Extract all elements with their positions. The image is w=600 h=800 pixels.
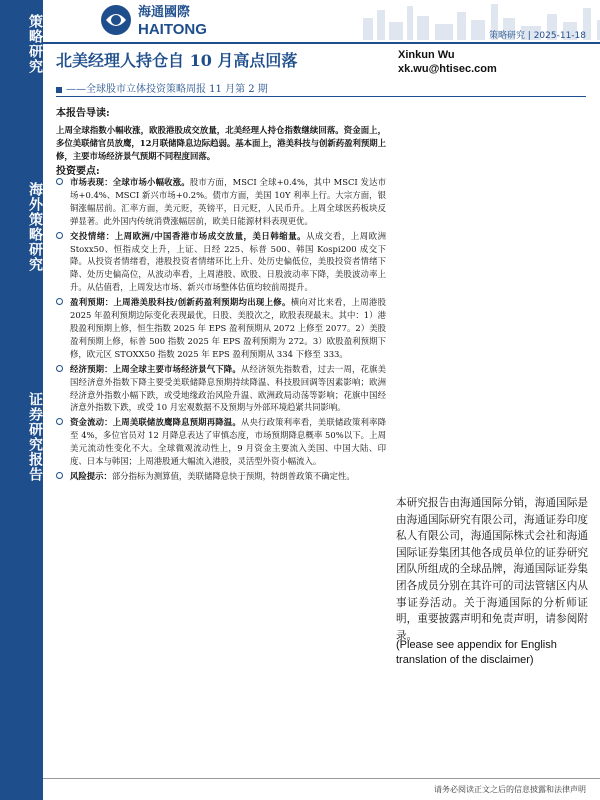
point-text: 从央行政策利率看，美联储政策利率降至 4%，多位官员对 12 月降息表达了审慎态度，市场预期降息概率 50%以下。上周美元流动性变化不大。全球微观流动性上，9 月资金主要流入美国、中国大陆、印度、日本与韩国；上周港股通大幅流入港股，灵活型外资小幅流入。: [70, 417, 387, 467]
disclaimer-en: (Please see appendix for English translation of the disclaimer): [396, 639, 557, 666]
header-rule: [43, 42, 600, 44]
header: [43, 0, 600, 42]
point-label: 交投情绪：上周欧洲/中国香港市场成交放量，美日韩缩量。: [70, 230, 307, 241]
sidebar-label-overseas: 海外策略研究: [27, 182, 43, 272]
guide-text: 上周全球指数小幅收涨，欧股港股成交放量，北美经理人持仓指数继续回落。资金面上，多位美联储官员放鹰，12月联储降息边际趋弱。基本面上，港美科技与创新药盈利预期上修，主要市场经济景气预期不同程度回落。: [56, 125, 386, 161]
author-email[interactable]: xk.wu@htisec.com: [398, 63, 497, 75]
point-text: 部分指标为测算值，美联储降息快于预期，特朗普政策不确定性。: [111, 470, 355, 481]
footer-note: 请务必阅读正文之后的信息披露和法律声明: [434, 785, 586, 794]
point-text: 从成交看，上周欧洲 Stoxx50、恒指成交上升，上证、日经 225、标普 500、韩国 Kospi200 成交下降。从投资者情绪看，港股投资者情绪环比上升、处历史偏低位，美股投资者情绪下降、处历史偏高位，从波动率看，上周港股、欧股、日股波动率下降，美股波动率上升。从估值看，上周发达市场、新兴市场整体估值均较前周提升。: [70, 230, 386, 293]
logo-cn: 海通國際: [138, 5, 191, 20]
bullet-icon: [56, 418, 63, 425]
report-meta: 策略研究 | 2025-11-18: [488, 31, 586, 41]
bullet-icon: [56, 298, 63, 305]
point-label: 风险提示：: [70, 470, 112, 481]
point-text: 从经济领先指数看，过去一周，花旗美国经济意外指数下降主要受美联储降息预期持续降温、科技股回调等因素影响；欧洲经济意外指数小幅下跌，或受地缘政治风险升温、欧洲政局动荡等影响；花旗中国经济意外指数下跌，或受 10 月宏观数据不及预期与外部环境趋紧共同影响。: [70, 363, 387, 413]
footer-rule: [43, 778, 600, 779]
list-item: [56, 363, 386, 415]
logo-en: HAITONG: [138, 21, 207, 38]
list-item: [56, 296, 386, 361]
disclaimer-cn: 本研究报告由海通国际分销，海通国际是由海通国际研究有限公司，海通证券印度私人有限公司，海通国际株式会社和海通国际证券集团其他各成员单位的证券研究团队所组成的全球品牌，海通国际证券集团各成员分别在其许可的司法管辖区内从事证券活动。关于海通国际的分析师证明，重要披露声明和免责声明，请参阅附录。: [396, 497, 588, 642]
report-subtitle: [56, 80, 268, 95]
haitong-logo: [98, 2, 278, 38]
bullet-icon: [56, 365, 63, 372]
point-text: 横向对比来看，上周港股 2025 年盈利预期边际变化表现最优，日股、美股次之，欧股表现最末。其中：1）港股盈利预期上修，恒生指数 2025 年 EPS 盈利预期从 2072 上修至 2077。2）美股盈利预期上修，标普 500 指数 2025 年 EPS 盈利预期为 272。3）欧股盈利预期下修，欧元区 STOXX50 指数 2025 年 EPS 盈利预期从 334 下修至 333。: [70, 297, 387, 359]
point-label: 经济预期：上周全球主要市场经济景气下降。: [70, 363, 241, 374]
point-label: 市场表现：全球市场小幅收涨。: [70, 177, 190, 187]
divider: [56, 96, 586, 97]
point-text: 股市方面，MSCI 全球+0.4%，其中 MSCI 发达市场+0.4%、MSCI 新兴市场+0.2%。债市方面，美国 10Y 利率上行。大宗方面，银铜涨幅居前。汇率方面，美元贬，英镑平，日元贬，人民币升。上周全球医药板块反弹显著。此外国内传统消费涨幅居前，欧美日能源材料表现更优。: [70, 177, 387, 226]
subtitle-text: ——全球股市立体投资策略周报 11 月第 2 期: [66, 84, 268, 95]
sidebar: [0, 0, 43, 800]
subtitle-marker-icon: [56, 87, 62, 93]
sidebar-label-strategy: 策略研究: [27, 14, 43, 74]
list-item: [56, 470, 386, 483]
bullet-icon: [56, 178, 63, 185]
point-label: 盈利预期：上周港美股科技/创新药盈利预期均出现上修。: [70, 297, 291, 308]
points-list: [56, 176, 386, 485]
points-heading: 投资要点:: [56, 166, 100, 177]
list-item: [56, 176, 386, 228]
report-title: 北美经理人持仓自 10 月高点回落: [56, 51, 298, 70]
point-label: 资金流动：上周美联储放鹰降息预期再降温。: [70, 417, 241, 428]
author-name: Xinkun Wu: [398, 49, 455, 61]
bullet-icon: [56, 472, 63, 479]
bullet-icon: [56, 232, 63, 239]
list-item: [56, 416, 386, 468]
sidebar-label-securities: 证券研究报告: [27, 392, 43, 482]
list-item: [56, 230, 386, 295]
author-block: [398, 48, 497, 76]
guide-heading: 本报告导读:: [56, 108, 110, 119]
